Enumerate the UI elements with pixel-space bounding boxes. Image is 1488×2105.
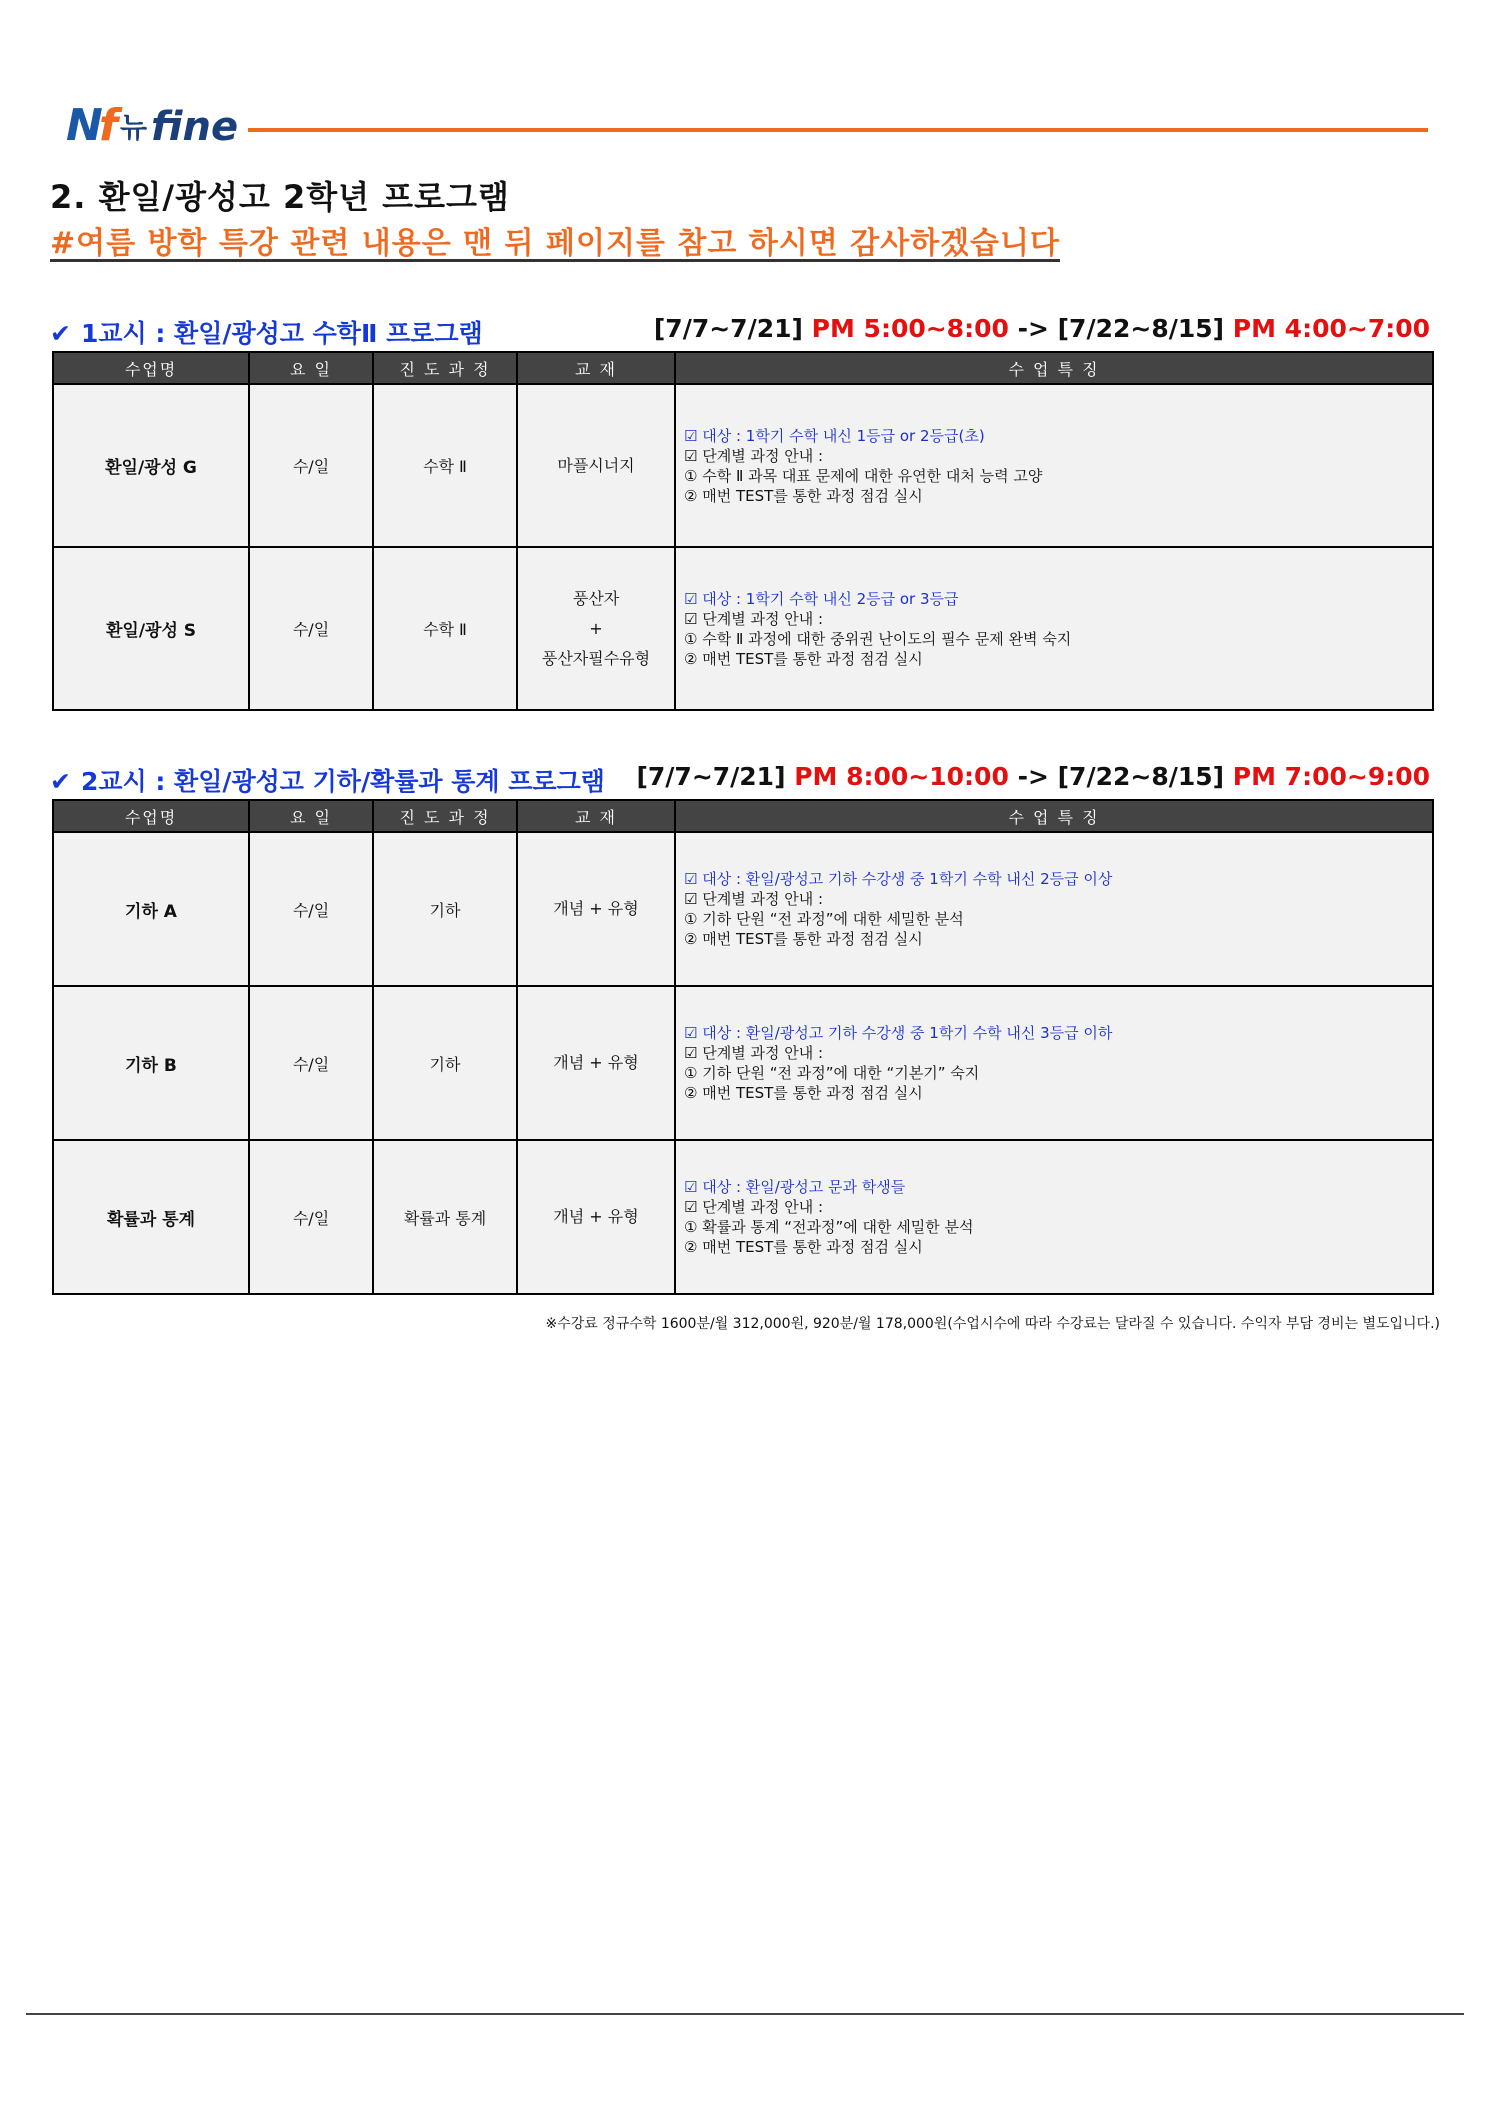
class-course: 확률과 통계 — [373, 1140, 517, 1294]
section2-table — [52, 799, 1434, 1295]
section1-time-b: PM 4:00~7:00 — [1232, 314, 1430, 343]
section1-period-a: [7/7~7/21] — [653, 314, 803, 343]
class-features — [675, 1140, 1433, 1294]
class-day: 수/일 — [249, 547, 373, 710]
brand-logo — [66, 96, 239, 151]
class-course: 기하 — [373, 986, 517, 1140]
feature-step-2: ② 매번 TEST를 통한 과정 점검 실시 — [684, 1084, 923, 1102]
class-features — [675, 832, 1433, 986]
section1-time-a: PM 5:00~8:00 — [811, 314, 1009, 343]
checkmark-icon: ✔ — [50, 767, 71, 796]
section1-title: 1교시 : 환일/광성고 수학Ⅱ 프로그램 — [80, 319, 483, 348]
logo-mark-f: f — [98, 100, 118, 151]
header-divider — [248, 128, 1428, 132]
class-textbook — [517, 547, 675, 710]
table-row — [53, 547, 1433, 710]
col-features: 수 업 특 징 — [675, 800, 1433, 832]
feature-step-2: ② 매번 TEST를 통한 과정 점검 실시 — [684, 1238, 923, 1256]
feature-steps: ☑ 단계별 과정 안내 : — [684, 609, 824, 628]
textbook-line: 마플시너지 — [557, 455, 635, 475]
class-name: 환일/광성 G — [53, 384, 249, 547]
table-header-row — [53, 800, 1433, 832]
logo-mark-n: N — [66, 100, 103, 151]
col-features: 수 업 특 징 — [675, 352, 1433, 384]
col-course: 진 도 과 정 — [373, 352, 517, 384]
class-name: 확률과 통계 — [53, 1140, 249, 1294]
section2-header — [50, 762, 1430, 798]
feature-step-1: ① 확률과 통계 “전과정”에 대한 세밀한 분석 — [684, 1218, 974, 1236]
feature-step-2: ② 매번 TEST를 통한 과정 점검 실시 — [684, 930, 923, 948]
textbook-line: 개념 + 유형 — [553, 1053, 639, 1072]
class-name: 기하 B — [53, 986, 249, 1140]
logo-korean-text: 뉴 — [119, 111, 148, 144]
feature-target: ☑ 대상 : 환일/광성고 기하 수강생 중 1학기 수학 내신 2등급 이상 — [684, 870, 1113, 888]
textbook-plus: + — [589, 618, 603, 638]
class-textbook — [517, 1140, 675, 1294]
feature-target: ☑ 대상 : 1학기 수학 내신 2등급 or 3등급 — [684, 589, 959, 608]
feature-step-1: ① 기하 단원 “전 과정”에 대한 “기본기” 숙지 — [684, 1064, 980, 1082]
section1-table — [52, 351, 1434, 711]
class-course: 기하 — [373, 832, 517, 986]
checkmark-icon: ✔ — [50, 319, 71, 348]
textbook-line: 개념 + 유형 — [553, 1207, 639, 1226]
class-course: 수학 Ⅱ — [373, 384, 517, 547]
class-name: 환일/광성 S — [53, 547, 249, 710]
col-day: 요 일 — [249, 352, 373, 384]
class-course: 수학 Ⅱ — [373, 547, 517, 710]
col-textbook: 교 재 — [517, 352, 675, 384]
class-day: 수/일 — [249, 1140, 373, 1294]
col-textbook: 교 재 — [517, 800, 675, 832]
col-course: 진 도 과 정 — [373, 800, 517, 832]
table-header-row — [53, 352, 1433, 384]
col-class-name: 수업명 — [53, 352, 249, 384]
page-title: 2. 환일/광성고 2학년 프로그램 — [50, 178, 510, 216]
class-textbook — [517, 986, 675, 1140]
feature-steps: ☑ 단계별 과정 안내 : — [684, 446, 824, 465]
section1-arrow: -> — [1017, 314, 1049, 343]
class-day: 수/일 — [249, 986, 373, 1140]
feature-step-1: ① 기하 단원 “전 과정”에 대한 세밀한 분석 — [684, 910, 964, 928]
textbook-line: 풍산자필수유형 — [541, 648, 651, 668]
feature-step-1: ① 수학 Ⅱ 과목 대표 문제에 대한 유연한 대처 능력 고양 — [684, 466, 1043, 485]
section2-arrow: -> — [1017, 762, 1049, 791]
class-textbook — [517, 832, 675, 986]
feature-step-1: ① 수학 Ⅱ 과정에 대한 중위권 난이도의 필수 문제 완벽 숙지 — [684, 629, 1072, 648]
feature-step-2: ② 매번 TEST를 통한 과정 점검 실시 — [684, 649, 923, 668]
section2-period-a: [7/7~7/21] — [636, 762, 786, 791]
summer-notice: #여름 방학 특강 관련 내용은 맨 뒤 페이지를 참고 하시면 감사하겠습니다 — [50, 226, 1060, 261]
footer-divider — [26, 2013, 1464, 2015]
col-class-name: 수업명 — [53, 800, 249, 832]
feature-steps: ☑ 단계별 과정 안내 : — [684, 890, 824, 908]
section1-title-wrap — [50, 314, 483, 350]
table-row — [53, 986, 1433, 1140]
class-day: 수/일 — [249, 832, 373, 986]
class-features — [675, 986, 1433, 1140]
table-row — [53, 1140, 1433, 1294]
feature-steps: ☑ 단계별 과정 안내 : — [684, 1198, 824, 1216]
logo-fine-text: fine — [151, 104, 239, 150]
textbook-line: 개념 + 유형 — [553, 899, 639, 918]
feature-steps: ☑ 단계별 과정 안내 : — [684, 1044, 824, 1062]
table-row — [53, 384, 1433, 547]
tuition-note: ※수강료 정규수학 1600분/월 312,000원, 920분/월 178,000원(수업시수에 따라 수강료는 달라질 수 있습니다. 수익자 부담 경비는 별도입니다.) — [545, 1316, 1440, 1332]
feature-step-2: ② 매번 TEST를 통한 과정 점검 실시 — [684, 486, 923, 505]
section1-header — [50, 314, 1430, 350]
class-features — [675, 384, 1433, 547]
textbook-line: 풍산자 — [572, 588, 620, 608]
class-name: 기하 A — [53, 832, 249, 986]
class-day: 수/일 — [249, 384, 373, 547]
class-features — [675, 547, 1433, 710]
section1-period-b: [7/22~8/15] — [1057, 314, 1225, 343]
section2-time-a: PM 8:00~10:00 — [794, 762, 1009, 791]
table-row — [53, 832, 1433, 986]
section2-time-b: PM 7:00~9:00 — [1232, 762, 1430, 791]
section2-period-b: [7/22~8/15] — [1057, 762, 1225, 791]
feature-target: ☑ 대상 : 1학기 수학 내신 1등급 or 2등급(초) — [684, 426, 985, 445]
feature-target: ☑ 대상 : 환일/광성고 문과 학생들 — [684, 1178, 906, 1196]
section2-title: 2교시 : 환일/광성고 기하/확률과 통계 프로그램 — [80, 767, 605, 796]
col-day: 요 일 — [249, 800, 373, 832]
section2-schedule — [636, 762, 1430, 791]
class-textbook — [517, 384, 675, 547]
feature-target: ☑ 대상 : 환일/광성고 기하 수강생 중 1학기 수학 내신 3등급 이하 — [684, 1024, 1113, 1042]
section1-schedule — [654, 314, 1430, 343]
section2-title-wrap — [50, 762, 605, 798]
